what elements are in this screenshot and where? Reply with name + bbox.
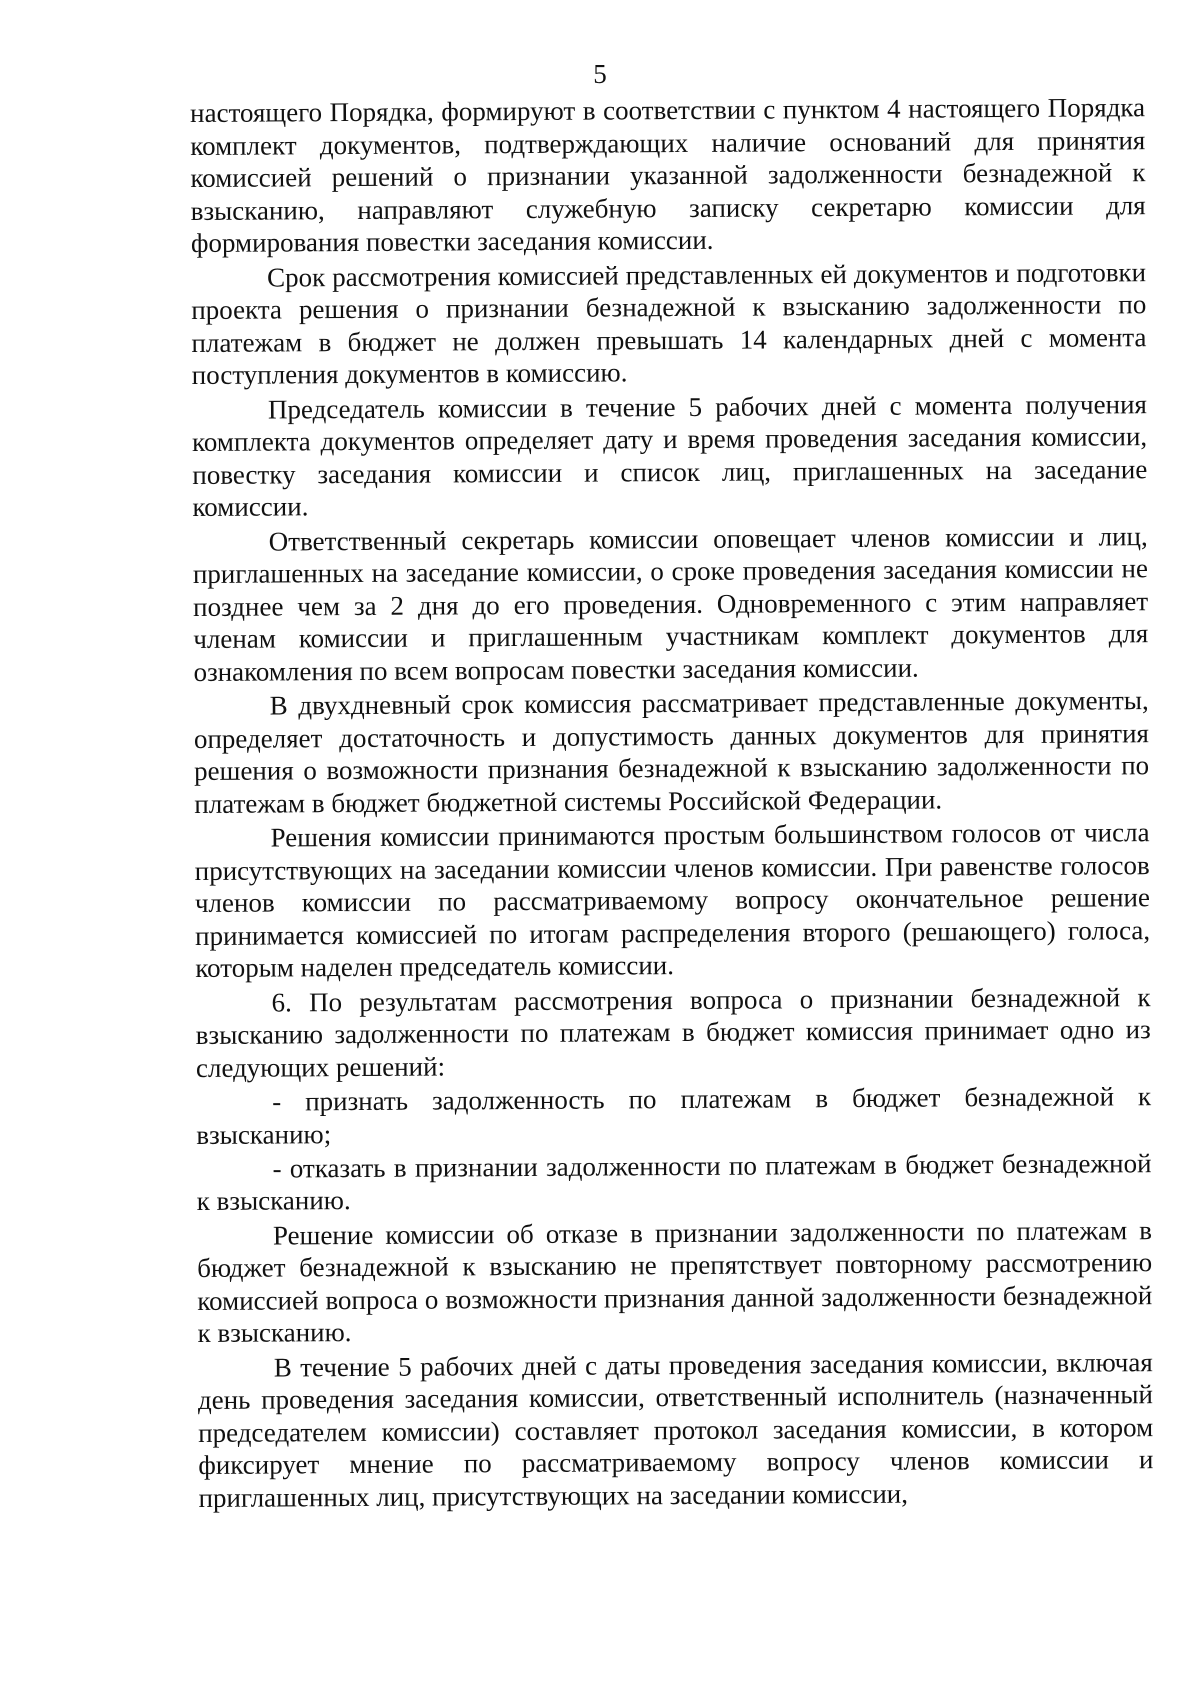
document-body	[190, 91, 1154, 1516]
paragraph-item-6: 6. По результатам рассмотрения вопроса о признании безнадежной к взысканию задолженности по платежам в бюджет комиссия принимает одно из следующих решений:	[195, 981, 1151, 1083]
paragraph-continuation: настоящего Порядка, формируют в соответствии с пунктом 4 настоящего Порядка комплект документов, подтверждающих наличие оснований для принятия комиссией решений о признании указанной задолженности безнадежной к взысканию, направляют служебную записку секретарю комиссии для формирования повестки заседания комиссии.	[190, 92, 1146, 259]
list-item-refuse: - отказать в признании задолженности по платежам в бюджет безнадежной к взысканию.	[196, 1147, 1152, 1217]
paragraph-chairman: Председатель комиссии в течение 5 рабочих дней с момента получения комплекта документов определяет дату и время проведения заседания комиссии, повестку заседания комиссии и список лиц, приглашенных на заседание комиссии.	[192, 388, 1148, 523]
paragraph-secretary: Ответственный секретарь комиссии оповещает членов комиссии и лиц, приглашенных на заседание комиссии, о сроке проведения заседания комиссии не позднее чем за 2 дня до его проведения. Одновременного с этим направляет членам комиссии и приглашенным участникам комплект документов для ознакомления по всем вопросам повестки заседания комиссии.	[192, 520, 1149, 687]
page-number: 5	[593, 59, 607, 89]
paragraph-voting: Решения комиссии принимаются простым большинством голосов от числа присутствующих на заседании комиссии членов комиссии. При равенстве голосов членов комиссии по рассматриваемому вопросу окончательное решение принимается комиссией по итогам распределения второго (решающего) голоса, которым наделен председатель комиссии.	[194, 817, 1151, 984]
paragraph-protocol: В течение 5 рабочих дней с даты проведения заседания комиссии, включая день проведения заседания комиссии, ответственный исполнитель (назначенный председателем комиссии) составляет протокол заседания комиссии, в котором фиксирует мнение по рассматриваемому вопросу членов комиссии и приглашенных лиц, присутствующих на заседании комиссии,	[197, 1346, 1154, 1513]
paragraph-two-day-term: В двухдневный срок комиссия рассматривает представленные документы, определяет достаточность и допустимость данных документов для принятия решения о возможности признания безнадежной к взысканию задолженности по платежам в бюджет бюджетной системы Российской Федерации.	[193, 685, 1150, 819]
list-item-recognize: - признать задолженность по платежам в бюджет безнадежной к взысканию;	[196, 1081, 1152, 1150]
paragraph-refusal: Решение комиссии об отказе в признании задолженности по платежам в бюджет безнадежной к взысканию не препятствует повторному рассмотрению комиссией вопроса о возможности признания данной задолженности безнадежной к взысканию.	[197, 1214, 1153, 1349]
paragraph-review-term: Срок рассмотрения комиссией представленных ей документов и подготовки проекта решения о признании безнадежной к взысканию задолженности по платежам в бюджет не должен превышать 14 календарных дней с момента поступления документов в комиссию.	[191, 256, 1147, 391]
